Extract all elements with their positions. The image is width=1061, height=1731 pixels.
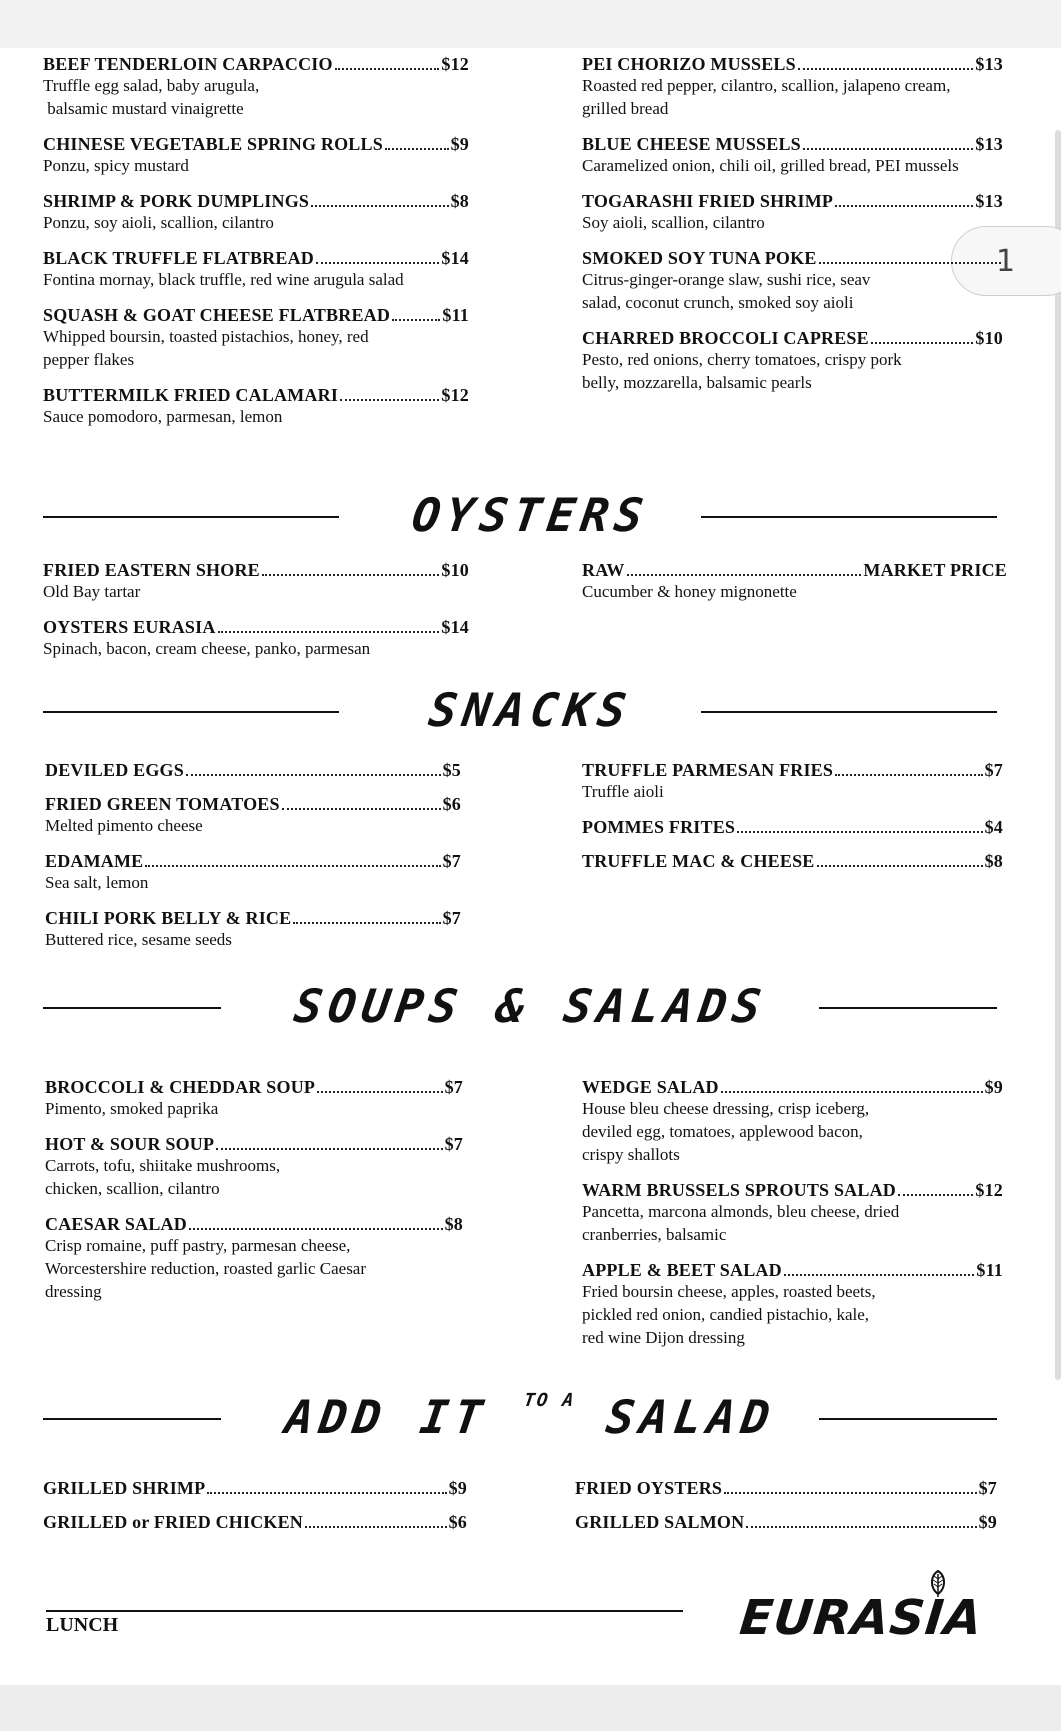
menu-item — [43, 1478, 467, 1498]
menu-item-name: BUTTERMILK FRIED CALAMARI — [43, 385, 339, 405]
menu-item-title — [45, 794, 461, 814]
divider-line — [819, 1418, 997, 1420]
add-it-to-a-salad-heading — [0, 1390, 1061, 1450]
eurasia-logo: EURASIA — [737, 1590, 986, 1646]
menu-item — [43, 305, 469, 371]
dot-leader — [871, 342, 974, 344]
menu-item-description: Pesto, red onions, cherry tomatoes, crispy pork — [582, 350, 902, 369]
menu-item-name: SQUASH & GOAT CHEESE FLATBREAD — [43, 305, 391, 325]
dot-leader — [835, 774, 983, 776]
menu-item — [582, 817, 1003, 837]
menu-item-price: $10 — [441, 560, 469, 580]
menu-item-description: crispy shallots — [582, 1145, 680, 1164]
menu-item-description: deviled egg, tomatoes, applewood bacon, — [582, 1122, 863, 1141]
dot-leader — [218, 631, 440, 633]
menu-item-title — [45, 908, 461, 928]
menu-item — [582, 760, 1003, 803]
addit-left-column — [43, 1478, 467, 1546]
menu-item-description: Crisp romaine, puff pastry, parmesan cheese, — [45, 1236, 351, 1255]
menu-item-description: Ponzu, soy aioli, scallion, cilantro — [43, 213, 274, 232]
menu-item-title — [43, 191, 469, 211]
menu-item-description: dressing — [45, 1282, 102, 1301]
menu-item — [43, 560, 469, 603]
menu-item-title — [582, 1180, 1003, 1200]
menu-item-title — [43, 560, 469, 580]
section-title: OYSTERS — [408, 488, 653, 542]
menu-item-title — [582, 1077, 1003, 1097]
dot-leader — [207, 1492, 446, 1494]
starters-right-column — [582, 54, 1003, 408]
menu-item-price: $7 — [444, 1134, 463, 1154]
menu-item-title — [582, 54, 1003, 74]
menu-item-price: $12 — [975, 1180, 1003, 1200]
dot-leader — [724, 1492, 976, 1494]
menu-item-title — [43, 248, 469, 268]
menu-item-price: $9 — [984, 1077, 1003, 1097]
dot-leader — [316, 262, 439, 264]
menu-label: LUNCH — [46, 1614, 119, 1636]
menu-item-title — [43, 134, 469, 154]
menu-item-description: Old Bay tartar — [43, 582, 141, 601]
menu-item-description: Sea salt, lemon — [45, 873, 149, 892]
menu-item-price: $14 — [441, 617, 469, 637]
dot-leader — [737, 831, 982, 833]
menu-item-price: $7 — [978, 1478, 997, 1498]
dot-leader — [335, 68, 440, 70]
starters-left-column — [43, 54, 469, 442]
menu-item-price: $9 — [448, 1478, 467, 1498]
oysters-left-column — [43, 560, 469, 674]
dot-leader — [784, 1274, 975, 1276]
oysters-right-column — [582, 560, 1007, 617]
menu-item-price: $13 — [975, 191, 1003, 211]
menu-item-name: BROCCOLI & CHEDDAR SOUP — [45, 1077, 316, 1097]
menu-item-description: Pimento, smoked paprika — [45, 1099, 219, 1118]
menu-item-title — [45, 851, 461, 871]
menu-item-title — [43, 1478, 467, 1498]
snacks-left-column — [45, 760, 461, 965]
menu-item-name: SMOKED SOY TUNA POKE — [582, 248, 817, 268]
dot-leader — [216, 1148, 442, 1150]
dot-leader — [835, 205, 973, 207]
menu-item-title — [582, 134, 1003, 154]
section-title: SNACKS — [425, 683, 636, 737]
menu-item-title — [582, 817, 1003, 837]
menu-item-title — [582, 560, 1007, 580]
soups-salads-heading — [0, 979, 1061, 1039]
menu-item-title — [45, 1077, 463, 1097]
menu-item-name: DEVILED EGGS — [45, 760, 184, 780]
menu-item-name: RAW — [582, 560, 625, 580]
menu-item-description: Pancetta, marcona almonds, bleu cheese, dried — [582, 1202, 900, 1221]
dot-leader — [293, 922, 440, 924]
menu-item-name: HOT & SOUR SOUP — [45, 1134, 215, 1154]
menu-item-price: $6 — [448, 1512, 467, 1532]
menu-item-price: $12 — [441, 54, 469, 74]
menu-item — [582, 248, 1003, 314]
menu-item-description: chicken, scallion, cilantro — [45, 1179, 220, 1198]
menu-item-description: Roasted red pepper, cilantro, scallion, jalapeno cream, — [582, 76, 951, 95]
menu-item-name: FRIED GREEN TOMATOES — [45, 794, 280, 814]
menu-item-description: Buttered rice, sesame seeds — [45, 930, 232, 949]
menu-item-description: Ponzu, spicy mustard — [43, 156, 189, 175]
menu-item-price: $5 — [442, 760, 461, 780]
menu-item-description: pepper flakes — [43, 350, 135, 369]
menu-item-price: $8 — [984, 851, 1003, 871]
menu-item-description: Soy aioli, scallion, cilantro — [582, 213, 765, 232]
menu-item — [582, 1077, 1003, 1166]
menu-item-description: Sauce pomodoro, parmesan, lemon — [43, 407, 283, 426]
scrollbar[interactable] — [1055, 130, 1061, 1380]
soups-right-column — [582, 1077, 1003, 1363]
menu-item — [582, 54, 1003, 120]
menu-item-name: PEI CHORIZO MUSSELS — [582, 54, 796, 74]
divider-line — [701, 711, 997, 713]
menu-item — [45, 851, 461, 894]
menu-item-name: OYSTERS EURASIA — [43, 617, 216, 637]
menu-item — [43, 191, 469, 234]
addit-right-column — [575, 1478, 997, 1546]
menu-item — [582, 328, 1003, 394]
viewer-bottom-bar — [0, 1685, 1061, 1731]
menu-item — [45, 1077, 463, 1120]
page-number: 1 — [996, 243, 1016, 279]
menu-item-description: Worcestershire reduction, roasted garlic Caesar — [45, 1259, 367, 1278]
menu-item — [582, 1260, 1003, 1349]
menu-item-title — [582, 191, 1003, 211]
menu-item-name: TOGARASHI FRIED SHRIMP — [582, 191, 834, 211]
menu-item-title — [575, 1478, 997, 1498]
section-title: ADD IT $^{TO A}$ SALAD — [282, 1390, 779, 1444]
menu-item — [45, 1214, 463, 1303]
menu-item-name: FRIED OYSTERS — [575, 1478, 723, 1498]
menu-item-name: FRIED EASTERN SHORE — [43, 560, 260, 580]
menu-item-description: red wine Dijon dressing — [582, 1328, 745, 1347]
menu-item-title — [45, 760, 461, 780]
menu-item — [582, 560, 1007, 603]
menu-item — [582, 191, 1003, 234]
menu-item-title — [575, 1512, 997, 1532]
menu-item — [43, 54, 469, 120]
menu-item-name: GRILLED SHRIMP — [43, 1478, 206, 1498]
menu-item-description: Citrus-ginger-orange slaw, sushi rice, seav — [582, 270, 871, 289]
menu-item-price: $13 — [975, 54, 1003, 74]
dot-leader — [817, 865, 983, 867]
menu-item-price: $7 — [442, 851, 461, 871]
menu-item-price: $10 — [975, 328, 1003, 348]
menu-item — [582, 134, 1003, 177]
menu-item-price: $13 — [975, 134, 1003, 154]
menu-item-price: MARKET PRICE — [863, 560, 1007, 580]
menu-item-description: Fontina mornay, black truffle, red wine arugula salad — [43, 270, 404, 289]
menu-item-description: Caramelized onion, chili oil, grilled bread, PEI mussels — [582, 156, 959, 175]
dot-leader — [385, 148, 449, 150]
menu-item-name: BLACK TRUFFLE FLATBREAD — [43, 248, 314, 268]
soups-left-column — [45, 1077, 463, 1317]
dot-leader — [311, 205, 448, 207]
menu-item-name: POMMES FRITES — [582, 817, 736, 837]
menu-item — [582, 851, 1003, 871]
dot-leader — [803, 148, 974, 150]
menu-item-title — [43, 305, 469, 325]
menu-item-name: CAESAR SALAD — [45, 1214, 187, 1234]
menu-item-name: APPLE & BEET SALAD — [582, 1260, 782, 1280]
menu-item — [45, 794, 461, 837]
dot-leader — [340, 399, 439, 401]
menu-item-description: Whipped boursin, toasted pistachios, honey, red — [43, 327, 369, 346]
menu-item-title — [43, 54, 469, 74]
menu-item-price: $14 — [441, 248, 469, 268]
menu-item-name: BEEF TENDERLOIN CARPACCIO — [43, 54, 333, 74]
menu-item-name: BLUE CHEESE MUSSELS — [582, 134, 801, 154]
menu-item-price: $11 — [976, 1260, 1003, 1280]
menu-item-title — [43, 617, 469, 637]
menu-item-name: GRILLED SALMON — [575, 1512, 745, 1532]
menu-item-name: SHRIMP & PORK DUMPLINGS — [43, 191, 310, 211]
menu-item-description: Truffle egg salad, baby arugula, — [43, 76, 260, 95]
dot-leader — [145, 865, 440, 867]
menu-item-price: $4 — [984, 817, 1003, 837]
menu-item-price: $7 — [984, 760, 1003, 780]
menu-item — [45, 760, 461, 780]
menu-item-name: GRILLED or FRIED CHICKEN — [43, 1512, 303, 1532]
menu-item-price: $11 — [442, 305, 469, 325]
menu-item-description: Carrots, tofu, shiitake mushrooms, — [45, 1156, 281, 1175]
menu-item-description: Truffle aioli — [582, 782, 664, 801]
menu-item-price: $6 — [442, 794, 461, 814]
menu-item — [45, 1134, 463, 1200]
dot-leader — [392, 319, 440, 321]
menu-item-title — [45, 1214, 463, 1234]
dot-leader — [721, 1091, 983, 1093]
menu-item-price: $8 — [450, 191, 469, 211]
menu-item-title — [582, 851, 1003, 871]
menu-item — [575, 1512, 997, 1532]
menu-item-name: CHINESE VEGETABLE SPRING ROLLS — [43, 134, 383, 154]
menu-item — [43, 1512, 467, 1532]
menu-item-description: Fried boursin cheese, apples, roasted beets, — [582, 1282, 876, 1301]
menu-item-description: Melted pimento cheese — [45, 816, 203, 835]
dot-leader — [186, 774, 441, 776]
menu-item-name: WARM BRUSSELS SPROUTS SALAD — [582, 1180, 896, 1200]
menu-item-price: $8 — [444, 1214, 463, 1234]
dot-leader — [627, 574, 862, 576]
menu-item — [575, 1478, 997, 1498]
menu-item-description: House bleu cheese dressing, crisp iceberg, — [582, 1099, 870, 1118]
menu-item-description: pickled red onion, candied pistachio, kale, — [582, 1305, 870, 1324]
menu-item-price: $7 — [444, 1077, 463, 1097]
menu-item-title — [582, 760, 1003, 780]
menu-item-title — [45, 1134, 463, 1154]
menu-item — [43, 617, 469, 660]
menu-item-name: TRUFFLE PARMESAN FRIES — [582, 760, 834, 780]
menu-item-price: $7 — [442, 908, 461, 928]
menu-item-description: balsamic mustard vinaigrette — [43, 99, 244, 118]
dot-leader — [282, 808, 441, 810]
menu-item-name: WEDGE SALAD — [582, 1077, 719, 1097]
dot-leader — [317, 1091, 442, 1093]
menu-item-description: Cucumber & honey mignonette — [582, 582, 797, 601]
dot-leader — [305, 1526, 447, 1528]
dot-leader — [798, 68, 974, 70]
menu-item-title — [582, 328, 1003, 348]
dot-leader — [189, 1228, 443, 1230]
menu-item — [43, 134, 469, 177]
section-title: SOUPS & SALADS — [290, 979, 771, 1033]
menu-item-title — [582, 248, 1003, 268]
menu-item-name: TRUFFLE MAC & CHEESE — [582, 851, 815, 871]
menu-item-name: CHILI PORK BELLY & RICE — [45, 908, 292, 928]
menu-item-title — [43, 1512, 467, 1532]
menu-item-name: CHARRED BROCCOLI CAPRESE — [582, 328, 869, 348]
snacks-right-column — [582, 760, 1003, 885]
footer-rule — [46, 1610, 683, 1612]
menu-item-description: cranberries, balsamic — [582, 1225, 727, 1244]
dot-leader — [746, 1526, 976, 1528]
menu-item-price: $9 — [978, 1512, 997, 1532]
menu-item-title — [43, 385, 469, 405]
dot-leader — [819, 262, 1001, 264]
oysters-heading — [0, 488, 1061, 548]
menu-item-name: EDAMAME — [45, 851, 144, 871]
menu-item-price: $12 — [441, 385, 469, 405]
dot-leader — [898, 1194, 973, 1196]
menu-item-description: salad, coconut crunch, smoked soy aioli — [582, 293, 854, 312]
menu-item-description: grilled bread — [582, 99, 669, 118]
menu-item — [43, 385, 469, 428]
menu-item — [43, 248, 469, 291]
dot-leader — [262, 574, 440, 576]
menu-item-description: Spinach, bacon, cream cheese, panko, parmesan — [43, 639, 371, 658]
divider-line — [701, 516, 997, 518]
snacks-heading — [0, 683, 1061, 743]
menu-item-title — [582, 1260, 1003, 1280]
viewer-top-bar — [0, 0, 1061, 48]
divider-line — [819, 1007, 997, 1009]
menu-item — [582, 1180, 1003, 1246]
menu-item — [45, 908, 461, 951]
menu-item-price: $9 — [450, 134, 469, 154]
menu-item-description: belly, mozzarella, balsamic pearls — [582, 373, 812, 392]
